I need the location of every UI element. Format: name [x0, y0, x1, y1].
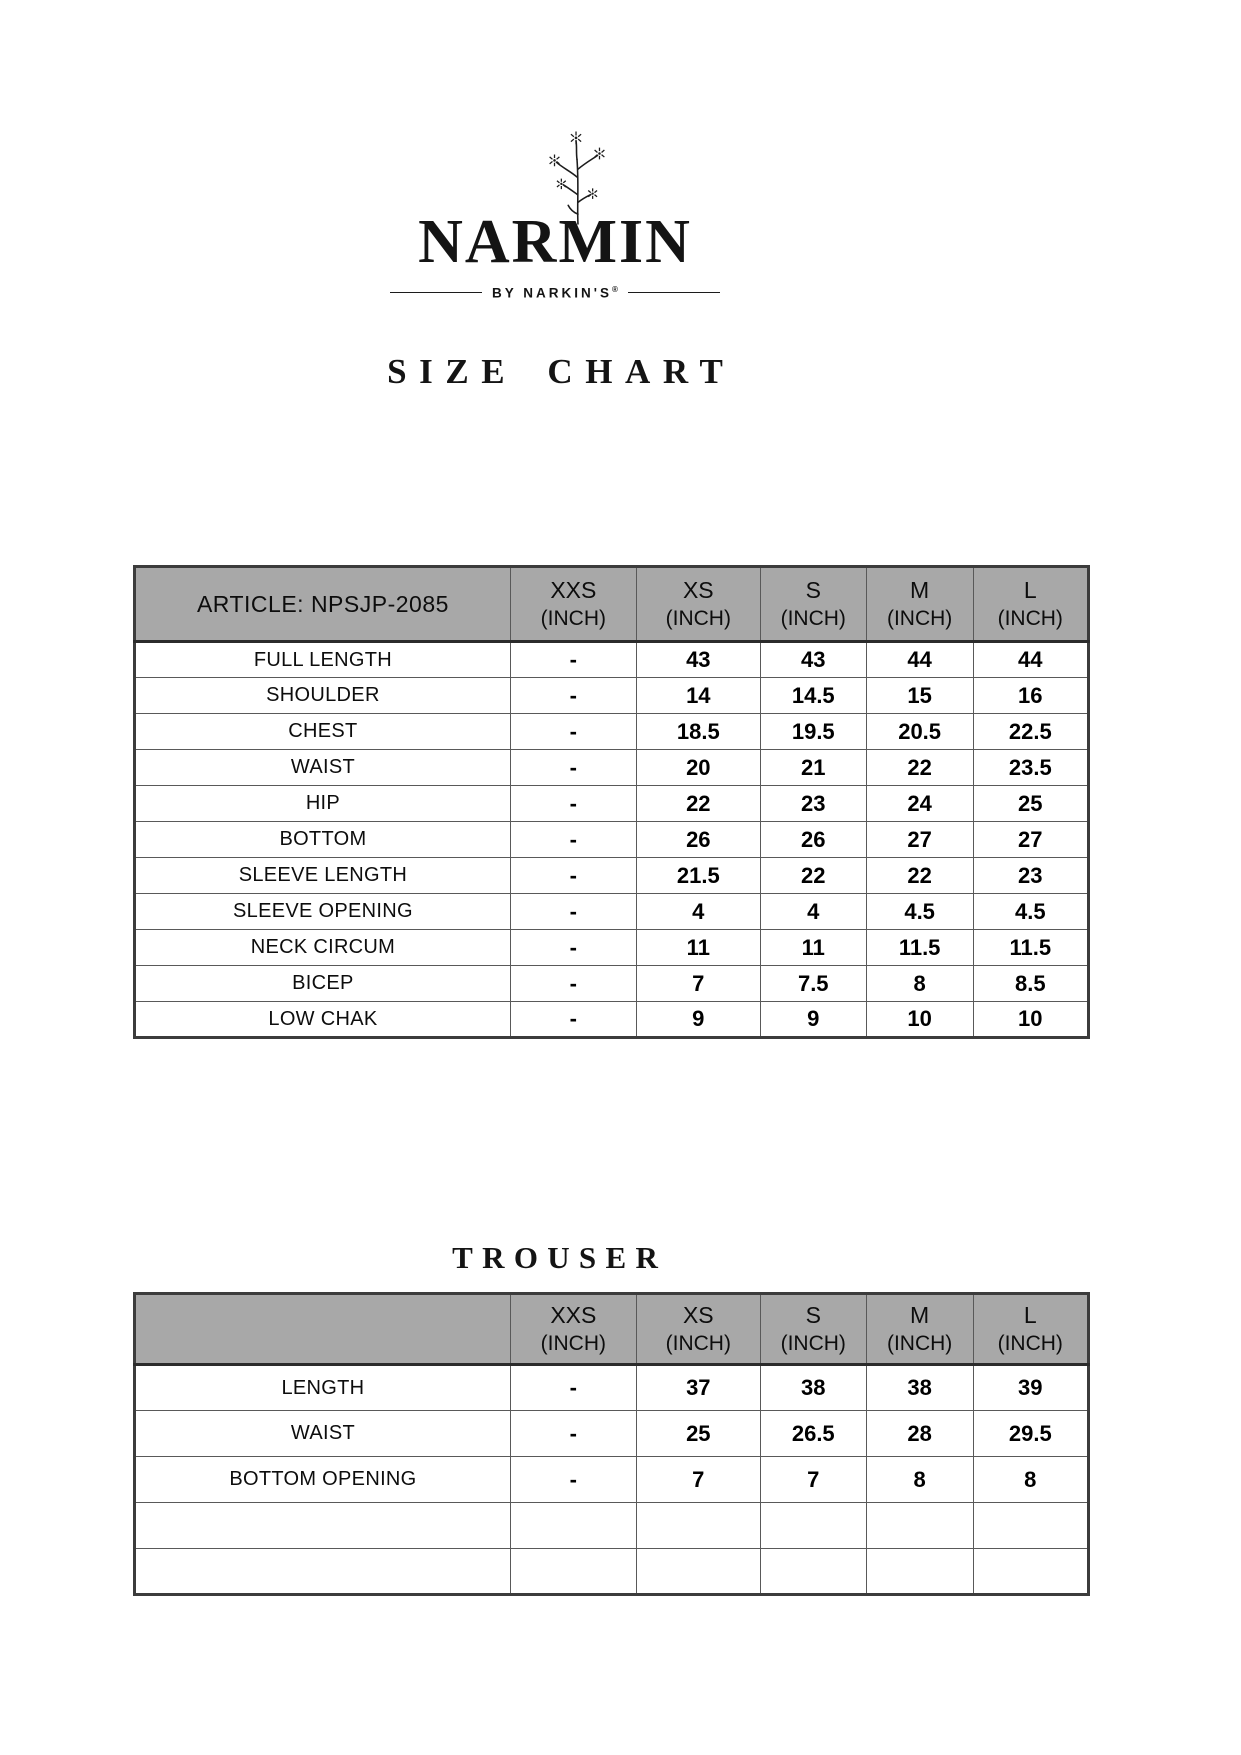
value-cell	[973, 1503, 1088, 1549]
page-title: SIZE CHART	[387, 352, 736, 391]
value-cell: 43	[636, 642, 760, 678]
value-cell: 4.5	[973, 894, 1088, 930]
value-cell: 22	[636, 786, 760, 822]
size-header-cell-xxs: XXS (INCH)	[510, 1294, 636, 1365]
article-header-cell: ARTICLE: NPSJP-2085	[135, 567, 511, 642]
value-cell: 26.5	[760, 1411, 866, 1457]
value-cell: 4	[760, 894, 866, 930]
value-cell: 39	[973, 1365, 1088, 1411]
registered-mark: ®	[612, 285, 618, 295]
value-cell: -	[510, 822, 636, 858]
value-cell: 7	[636, 1457, 760, 1503]
row-label-cell: SHOULDER	[135, 678, 511, 714]
value-cell: -	[510, 714, 636, 750]
trouser-chart-table	[133, 1292, 1090, 1596]
value-cell: 23	[760, 786, 866, 822]
value-cell: 43	[760, 642, 866, 678]
row-label-cell: WAIST	[135, 750, 511, 786]
size-header-cell-l: L (INCH)	[973, 1294, 1088, 1365]
value-cell: 23.5	[973, 750, 1088, 786]
trouser-chart-header	[135, 1294, 1089, 1365]
value-cell	[866, 1503, 973, 1549]
value-cell: -	[510, 930, 636, 966]
trouser-section-title: TROUSER	[452, 1240, 668, 1275]
size-header-cell-xs: XS (INCH)	[636, 1294, 760, 1365]
value-cell: 25	[636, 1411, 760, 1457]
empty-header-cell	[135, 1294, 511, 1365]
value-cell: -	[510, 1002, 636, 1038]
row-label-cell	[135, 1549, 511, 1595]
brand-byline	[0, 285, 1110, 301]
header-row	[135, 1294, 1089, 1365]
value-cell: 44	[973, 642, 1088, 678]
value-cell	[973, 1549, 1088, 1595]
table-row	[135, 1411, 1089, 1457]
value-cell: 22.5	[973, 714, 1088, 750]
table-row	[135, 1549, 1089, 1595]
value-cell: -	[510, 894, 636, 930]
byline-text: BY NARKIN'S®	[492, 285, 618, 301]
row-label-cell: WAIST	[135, 1411, 511, 1457]
row-label-cell: LOW CHAK	[135, 1002, 511, 1038]
size-header-cell-l: L (INCH)	[973, 567, 1088, 642]
value-cell: 38	[760, 1365, 866, 1411]
value-cell	[510, 1503, 636, 1549]
table-row	[135, 1457, 1089, 1503]
row-label-cell: HIP	[135, 786, 511, 822]
value-cell: -	[510, 678, 636, 714]
value-cell: 4	[636, 894, 760, 930]
table-row	[135, 750, 1089, 786]
size-header-cell-m: M (INCH)	[866, 567, 973, 642]
row-label-cell	[135, 1503, 511, 1549]
row-label-cell: SLEEVE LENGTH	[135, 858, 511, 894]
value-cell: 20	[636, 750, 760, 786]
brand-logo	[0, 128, 1110, 301]
value-cell	[760, 1549, 866, 1595]
value-cell: 9	[636, 1002, 760, 1038]
value-cell: 8.5	[973, 966, 1088, 1002]
value-cell: -	[510, 966, 636, 1002]
value-cell: -	[510, 1365, 636, 1411]
value-cell: 21	[760, 750, 866, 786]
floral-sprig-icon	[533, 128, 621, 226]
value-cell	[636, 1549, 760, 1595]
value-cell: 10	[973, 1002, 1088, 1038]
value-cell: 15	[866, 678, 973, 714]
value-cell: 25	[973, 786, 1088, 822]
size-header-cell-s: S (INCH)	[760, 567, 866, 642]
value-cell: 22	[760, 858, 866, 894]
value-cell: 7.5	[760, 966, 866, 1002]
value-cell: 21.5	[636, 858, 760, 894]
value-cell: 38	[866, 1365, 973, 1411]
value-cell: -	[510, 642, 636, 678]
value-cell	[760, 1503, 866, 1549]
value-cell: 11	[636, 930, 760, 966]
value-cell: 7	[636, 966, 760, 1002]
table-row	[135, 642, 1089, 678]
table-row	[135, 1002, 1089, 1038]
table-row	[135, 678, 1089, 714]
row-label-cell: LENGTH	[135, 1365, 511, 1411]
value-cell: 26	[760, 822, 866, 858]
value-cell: 23	[973, 858, 1088, 894]
value-cell: -	[510, 1457, 636, 1503]
value-cell: 26	[636, 822, 760, 858]
value-cell	[636, 1503, 760, 1549]
value-cell: 22	[866, 750, 973, 786]
value-cell: -	[510, 750, 636, 786]
value-cell	[510, 1549, 636, 1595]
table-row	[135, 786, 1089, 822]
value-cell: 8	[866, 966, 973, 1002]
table-row	[135, 1365, 1089, 1411]
size-chart-header	[135, 567, 1089, 642]
value-cell: 7	[760, 1457, 866, 1503]
value-cell: -	[510, 858, 636, 894]
value-cell: 19.5	[760, 714, 866, 750]
value-cell: 14.5	[760, 678, 866, 714]
table-row	[135, 1503, 1089, 1549]
value-cell: 27	[973, 822, 1088, 858]
table-row	[135, 822, 1089, 858]
table-row	[135, 858, 1089, 894]
value-cell: 8	[973, 1457, 1088, 1503]
value-cell: 11.5	[973, 930, 1088, 966]
size-header-cell-s: S (INCH)	[760, 1294, 866, 1365]
row-label-cell: BOTTOM OPENING	[135, 1457, 511, 1503]
value-cell: 4.5	[866, 894, 973, 930]
value-cell: 14	[636, 678, 760, 714]
size-chart-table	[133, 565, 1090, 1039]
row-label-cell: BICEP	[135, 966, 511, 1002]
brand-wordmark: NARMIN	[418, 208, 692, 276]
table-row	[135, 894, 1089, 930]
size-chart-body	[135, 642, 1089, 1038]
trouser-chart-body	[135, 1365, 1089, 1595]
table-row	[135, 714, 1089, 750]
value-cell: 28	[866, 1411, 973, 1457]
row-label-cell: SLEEVE OPENING	[135, 894, 511, 930]
size-header-cell-xxs: XXS (INCH)	[510, 567, 636, 642]
value-cell: -	[510, 1411, 636, 1457]
header-row	[135, 567, 1089, 642]
value-cell	[866, 1549, 973, 1595]
value-cell: 22	[866, 858, 973, 894]
row-label-cell: NECK CIRCUM	[135, 930, 511, 966]
row-label-cell: CHEST	[135, 714, 511, 750]
value-cell: 11.5	[866, 930, 973, 966]
value-cell: 11	[760, 930, 866, 966]
value-cell: 18.5	[636, 714, 760, 750]
value-cell: 27	[866, 822, 973, 858]
value-cell: 24	[866, 786, 973, 822]
row-label-cell: BOTTOM	[135, 822, 511, 858]
value-cell: 37	[636, 1365, 760, 1411]
value-cell: 44	[866, 642, 973, 678]
value-cell: 10	[866, 1002, 973, 1038]
size-header-cell-m: M (INCH)	[866, 1294, 973, 1365]
row-label-cell: FULL LENGTH	[135, 642, 511, 678]
value-cell: -	[510, 786, 636, 822]
value-cell: 29.5	[973, 1411, 1088, 1457]
value-cell: 16	[973, 678, 1088, 714]
value-cell: 20.5	[866, 714, 973, 750]
byline-right-rule	[628, 292, 720, 293]
size-header-cell-xs: XS (INCH)	[636, 567, 760, 642]
value-cell: 8	[866, 1457, 973, 1503]
value-cell: 9	[760, 1002, 866, 1038]
table-row	[135, 930, 1089, 966]
table-row	[135, 966, 1089, 1002]
byline-left-rule	[390, 292, 482, 293]
